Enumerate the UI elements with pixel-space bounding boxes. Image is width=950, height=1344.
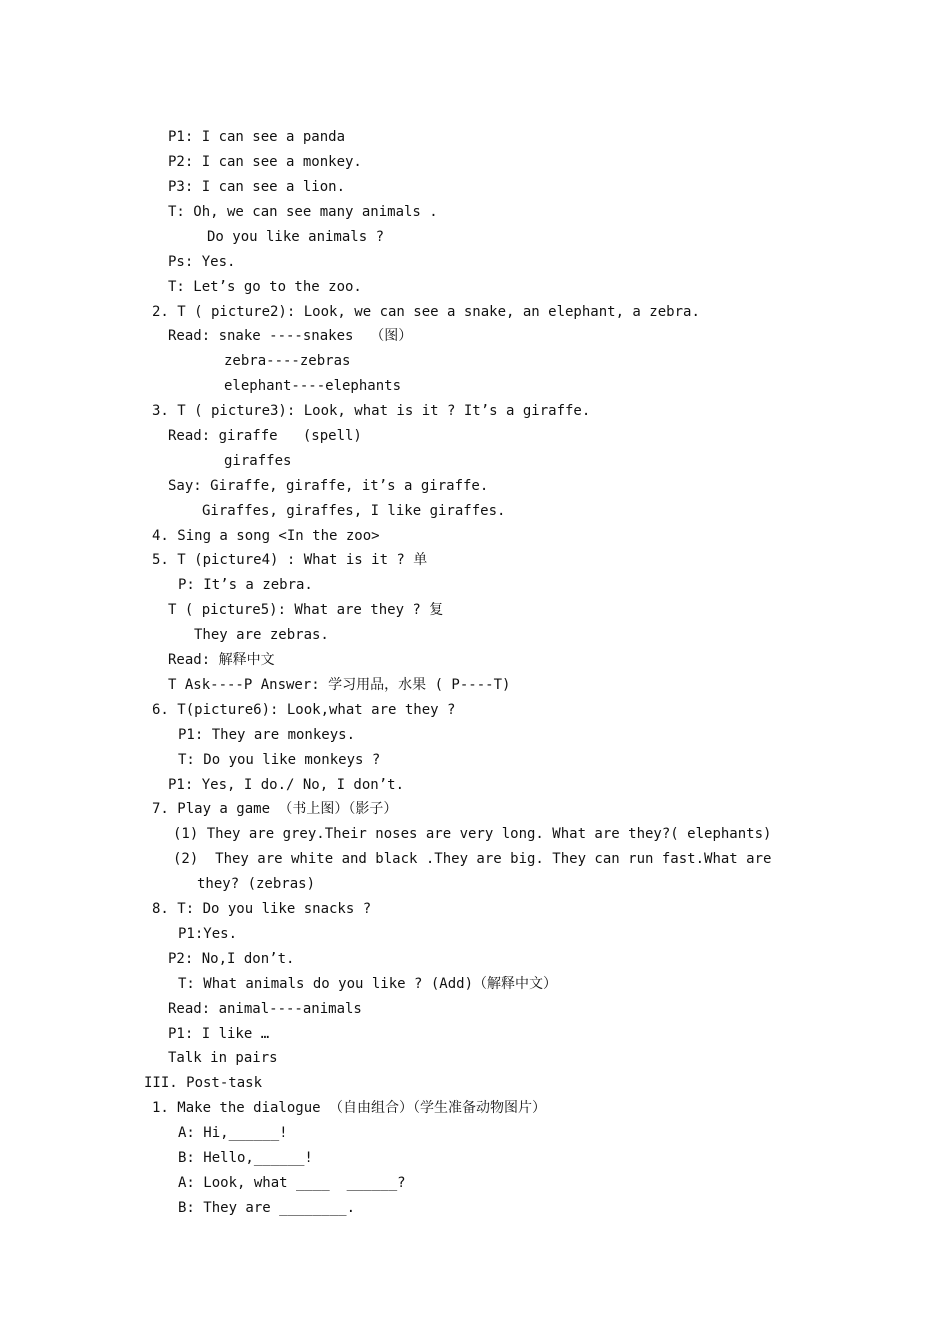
text-line: (2) They are white and black .They are big. They can run fast.What are — [173, 851, 772, 867]
text-line: elephant----elephants — [224, 378, 402, 394]
text-line: 2. T ( picture2): Look, we can see a snake, an elephant, a zebra. — [152, 304, 700, 320]
text-line: Giraffes, giraffes, I like giraffes. — [202, 503, 506, 519]
text-line: they? (zebras) — [197, 876, 316, 892]
text-line: 4. Sing a song <In the zoo> — [152, 528, 380, 544]
text-line: B: Hello,______! — [178, 1150, 313, 1166]
section-heading: III. Post-task — [144, 1075, 263, 1091]
text-line: Read: giraffe (spell) — [168, 428, 362, 444]
text-line: (1) They are grey.Their noses are very long. What are they?( elephants) — [173, 826, 772, 842]
text-line: T: What animals do you like ? (Add)（解释中文） — [178, 976, 558, 992]
text-line: 8. T: Do you like snacks ? — [152, 901, 372, 917]
text-line: Read: animal----animals — [168, 1001, 362, 1017]
text-line: T ( picture5): What are they ? 复 — [168, 602, 444, 618]
text-line: A: Hi,______! — [178, 1125, 288, 1141]
text-line: P1: They are monkeys. — [178, 727, 356, 743]
text-line: B: They are ________. — [178, 1200, 356, 1216]
text-line: T: Oh, we can see many animals . — [168, 204, 438, 220]
text-line: 7. Play a game （书上图）（影子） — [152, 801, 398, 817]
text-line: 3. T ( picture3): Look, what is it ? It’s a giraffe. — [152, 403, 591, 419]
text-line: P: It’s a zebra. — [178, 577, 313, 593]
text-line: 1. Make the dialogue （自由组合）（学生准备动物图片） — [152, 1100, 547, 1116]
text-line: Read: 解释中文 — [168, 652, 275, 668]
text-line: Say: Giraffe, giraffe, it’s a giraffe. — [168, 478, 489, 494]
text-line: T: Let’s go to the zoo. — [168, 279, 362, 295]
text-line: P1:Yes. — [178, 926, 238, 942]
text-line: T: Do you like monkeys ? — [178, 752, 381, 768]
text-line: They are zebras. — [194, 627, 329, 643]
text-line: P2: No,I don’t. — [168, 951, 295, 967]
text-line: Ps: Yes. — [168, 254, 236, 270]
text-line: 6. T(picture6): Look,what are they ? — [152, 702, 456, 718]
text-line: P1: I like … — [168, 1026, 270, 1042]
text-line: P2: I can see a monkey. — [168, 154, 362, 170]
text-line: P1: Yes, I do./ No, I don’t. — [168, 777, 405, 793]
text-line: P3: I can see a lion. — [168, 179, 346, 195]
text-line: P1: I can see a panda — [168, 129, 346, 145]
text-line: 5. T (picture4) : What is it ? 单 — [152, 552, 428, 568]
text-line: T Ask----P Answer: 学习用品，水果 ( P----T) — [168, 677, 511, 693]
text-line: Read: snake ----snakes （图） — [168, 328, 413, 344]
text-line: Do you like animals ? — [207, 229, 385, 245]
text-line: A: Look, what ____ ______? — [178, 1175, 406, 1191]
text-line: giraffes — [224, 453, 292, 469]
text-line: Talk in pairs — [168, 1050, 278, 1066]
text-line: zebra----zebras — [224, 353, 351, 369]
